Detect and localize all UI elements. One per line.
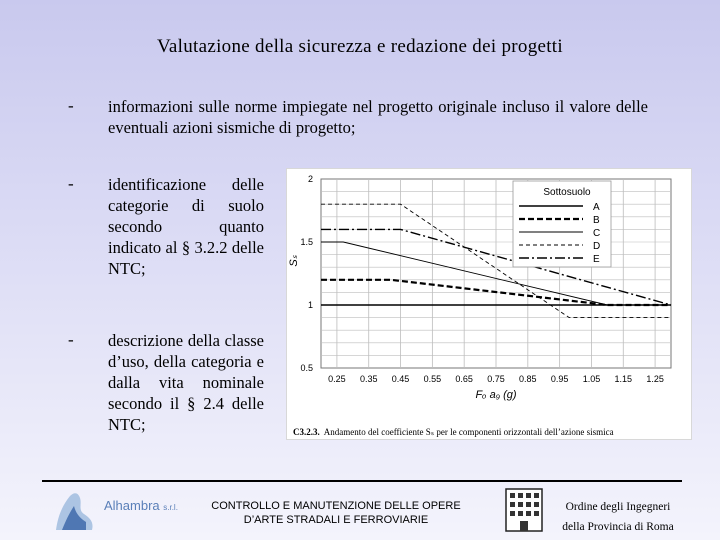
x-tick-label: 0.85 <box>519 374 537 384</box>
building-icon <box>504 485 544 533</box>
legend-title: Sottosuolo <box>543 187 591 198</box>
x-tick-label: 0.35 <box>359 374 378 384</box>
footer-divider <box>42 480 682 482</box>
legend-label-e: E <box>593 254 600 265</box>
caption-text: Andamento del coefficiente Sₛ per le componenti orizzontali dell’azione sismica <box>323 427 614 437</box>
x-tick-label: 1.15 <box>614 374 633 384</box>
ss-coefficient-figure <box>286 168 692 440</box>
footer-right-line-2: della Provincia di Roma <box>562 521 674 533</box>
legend-label-b: B <box>593 215 600 226</box>
footer-center-line-1: CONTROLLO E MANUTENZIONE DELLE OPERE <box>211 500 461 512</box>
bullet-marker: - <box>68 96 74 115</box>
logo-suffix: s.r.l. <box>163 503 178 512</box>
x-tick-label: 1.25 <box>646 374 664 384</box>
legend-label-c: C <box>593 228 601 239</box>
x-tick-label: 0.55 <box>423 374 442 384</box>
bullet-marker: - <box>68 330 74 349</box>
legend-label-d: D <box>593 241 601 252</box>
x-tick-label: 1.05 <box>582 374 601 384</box>
x-tick-label: 0.75 <box>487 374 505 384</box>
y-tick-label: 1 <box>307 300 313 310</box>
x-tick-label: 0.25 <box>328 374 346 384</box>
bullet-text-categorie: identificazione delle categorie di suolo secondo quanto indicato al § 3.2.2 delle NTC; <box>108 175 264 278</box>
slide-title: Valutazione della sicurezza e redazione dei progetti <box>157 36 563 57</box>
footer-right-line-1: Ordine degli Ingegneri <box>565 501 671 513</box>
alhambra-logo <box>48 486 188 534</box>
logo-text <box>104 498 178 513</box>
y-tick-label: 0.5 <box>300 363 313 373</box>
x-tick-label: 0.45 <box>391 374 410 384</box>
alhambra-emblem-icon <box>48 486 102 534</box>
bullet-text-norme: informazioni sulle norme impiegate nel progetto originale incluso il valore delle eventuali azioni sismiche di progetto; <box>108 97 648 137</box>
bullet-text-classe-uso: descrizione della classe d’uso, della categoria e dalla vita nominale secondo il § 2.4 delle NTC; <box>108 331 264 434</box>
logo-name: Alhambra <box>104 498 160 513</box>
x-tick-label: 0.65 <box>455 374 473 384</box>
y-axis-label: Sₛ <box>288 255 300 267</box>
footer-center-line-2: D’ARTE STRADALI E FERROVIARIE <box>243 514 429 526</box>
x-tick-label: 0.95 <box>550 374 569 384</box>
x-axis-label: Fₒ a₉ (g) <box>475 389 517 401</box>
caption-label: C3.2.3. <box>293 427 320 437</box>
bullet-marker: - <box>68 174 74 193</box>
ss-coefficient-chart <box>287 169 691 425</box>
y-tick-label: 2 <box>307 174 313 184</box>
y-tick-label: 1.5 <box>300 237 313 247</box>
footer-right-text <box>548 497 688 537</box>
figure-caption <box>293 427 689 438</box>
legend-label-a: A <box>593 202 600 213</box>
footer-center-text <box>196 499 476 527</box>
